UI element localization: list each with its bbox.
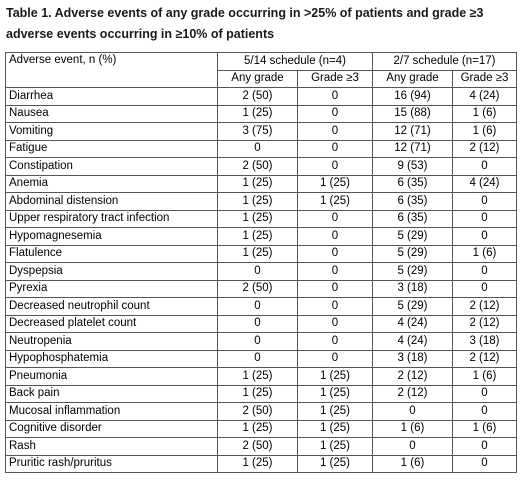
event-cell: Upper respiratory tract infection — [6, 210, 218, 228]
schedule1-grade3-cell: 0 — [298, 140, 373, 158]
event-cell: Abdominal distension — [6, 193, 218, 211]
table-row — [6, 438, 517, 456]
schedule2-any-grade-cell: 6 (35) — [373, 193, 453, 211]
header-grade-3: Grade ≥3 — [298, 70, 373, 88]
schedule2-grade3-cell: 4 (24) — [453, 175, 517, 193]
schedule1-any-grade-cell: 1 (25) — [218, 193, 298, 211]
schedule1-grade3-cell: 0 — [298, 123, 373, 141]
header-group-2-7: 2/7 schedule (n=17) — [373, 53, 517, 71]
event-cell: Rash — [6, 438, 218, 456]
table-row — [6, 298, 517, 316]
table-row — [6, 455, 517, 473]
schedule2-grade3-cell: 0 — [453, 438, 517, 456]
schedule1-any-grade-cell: 0 — [218, 333, 298, 351]
schedule2-any-grade-cell: 6 (35) — [373, 175, 453, 193]
event-cell: Cognitive disorder — [6, 420, 218, 438]
schedule1-grade3-cell: 1 (25) — [298, 193, 373, 211]
table-row — [6, 175, 517, 193]
header-any-grade: Any grade — [373, 70, 453, 88]
table-row — [6, 315, 517, 333]
event-cell: Hypomagnesemia — [6, 228, 218, 246]
event-cell: Pneumonia — [6, 368, 218, 386]
schedule1-grade3-cell: 1 (25) — [298, 438, 373, 456]
schedule2-any-grade-cell: 5 (29) — [373, 298, 453, 316]
table-row — [6, 193, 517, 211]
header-grade-3: Grade ≥3 — [453, 70, 517, 88]
table-row — [6, 280, 517, 298]
schedule2-any-grade-cell: 3 (18) — [373, 280, 453, 298]
schedule2-any-grade-cell: 0 — [373, 438, 453, 456]
schedule2-grade3-cell: 1 (6) — [453, 123, 517, 141]
schedule1-any-grade-cell: 1 (25) — [218, 228, 298, 246]
header-any-grade: Any grade — [218, 70, 298, 88]
table-row — [6, 88, 517, 106]
event-cell: Nausea — [6, 105, 218, 123]
schedule1-grade3-cell: 0 — [298, 245, 373, 263]
schedule1-any-grade-cell: 2 (50) — [218, 403, 298, 421]
caption-line-1: Table 1. Adverse events of any grade occurring in >25% of patients and grade ≥3 — [6, 6, 484, 20]
event-cell: Mucosal inflammation — [6, 403, 218, 421]
schedule1-grade3-cell: 0 — [298, 280, 373, 298]
schedule1-grade3-cell: 0 — [298, 333, 373, 351]
schedule1-any-grade-cell: 3 (75) — [218, 123, 298, 141]
table-row — [6, 350, 517, 368]
event-cell: Decreased platelet count — [6, 315, 218, 333]
table-caption — [6, 3, 516, 45]
schedule2-grade3-cell: 0 — [453, 455, 517, 473]
event-cell: Pyrexia — [6, 280, 218, 298]
schedule1-grade3-cell: 1 (25) — [298, 385, 373, 403]
schedule1-grade3-cell: 1 (25) — [298, 455, 373, 473]
table-row — [6, 245, 517, 263]
schedule1-grade3-cell: 0 — [298, 298, 373, 316]
event-cell: Pruritic rash/pruritus — [6, 455, 218, 473]
schedule2-any-grade-cell: 12 (71) — [373, 123, 453, 141]
schedule2-any-grade-cell: 16 (94) — [373, 88, 453, 106]
schedule2-any-grade-cell: 3 (18) — [373, 350, 453, 368]
schedule2-grade3-cell: 3 (18) — [453, 333, 517, 351]
event-cell: Vomiting — [6, 123, 218, 141]
schedule2-grade3-cell: 0 — [453, 403, 517, 421]
schedule1-any-grade-cell: 1 (25) — [218, 368, 298, 386]
schedule2-grade3-cell: 4 (24) — [453, 88, 517, 106]
schedule1-grade3-cell: 1 (25) — [298, 420, 373, 438]
schedule1-any-grade-cell: 1 (25) — [218, 210, 298, 228]
schedule2-any-grade-cell: 15 (88) — [373, 105, 453, 123]
schedule2-any-grade-cell: 5 (29) — [373, 245, 453, 263]
schedule2-grade3-cell: 1 (6) — [453, 368, 517, 386]
schedule1-grade3-cell: 1 (25) — [298, 175, 373, 193]
schedule2-grade3-cell: 0 — [453, 210, 517, 228]
schedule1-grade3-cell: 0 — [298, 315, 373, 333]
schedule2-any-grade-cell: 6 (35) — [373, 210, 453, 228]
schedule1-grade3-cell: 0 — [298, 350, 373, 368]
schedule2-any-grade-cell: 2 (12) — [373, 368, 453, 386]
schedule1-any-grade-cell: 1 (25) — [218, 385, 298, 403]
schedule2-grade3-cell: 1 (6) — [453, 105, 517, 123]
schedule2-any-grade-cell: 5 (29) — [373, 263, 453, 281]
table-row — [6, 158, 517, 176]
schedule1-any-grade-cell: 2 (50) — [218, 158, 298, 176]
table-row — [6, 228, 517, 246]
schedule2-any-grade-cell: 9 (53) — [373, 158, 453, 176]
event-cell: Fatigue — [6, 140, 218, 158]
schedule1-grade3-cell: 0 — [298, 210, 373, 228]
table-row — [6, 263, 517, 281]
schedule1-any-grade-cell: 0 — [218, 315, 298, 333]
event-cell: Anemia — [6, 175, 218, 193]
schedule1-any-grade-cell: 0 — [218, 350, 298, 368]
schedule1-grade3-cell: 0 — [298, 105, 373, 123]
schedule2-grade3-cell: 1 (6) — [453, 245, 517, 263]
schedule1-grade3-cell: 0 — [298, 228, 373, 246]
schedule1-any-grade-cell: 1 (25) — [218, 105, 298, 123]
schedule2-any-grade-cell: 5 (29) — [373, 228, 453, 246]
schedule2-any-grade-cell: 1 (6) — [373, 420, 453, 438]
event-cell: Constipation — [6, 158, 218, 176]
table-row — [6, 420, 517, 438]
header-adverse-event: Adverse event, n (%) — [6, 53, 218, 88]
schedule1-grade3-cell: 0 — [298, 158, 373, 176]
schedule1-any-grade-cell: 2 (50) — [218, 280, 298, 298]
schedule1-any-grade-cell: 1 (25) — [218, 455, 298, 473]
schedule2-any-grade-cell: 0 — [373, 403, 453, 421]
event-cell: Hypophosphatemia — [6, 350, 218, 368]
schedule2-grade3-cell: 0 — [453, 193, 517, 211]
table-row — [6, 123, 517, 141]
table-row — [6, 105, 517, 123]
event-cell: Neutropenia — [6, 333, 218, 351]
schedule2-grade3-cell: 0 — [453, 158, 517, 176]
schedule2-grade3-cell: 2 (12) — [453, 298, 517, 316]
table-row — [6, 333, 517, 351]
schedule2-grade3-cell: 2 (12) — [453, 140, 517, 158]
event-cell: Flatulence — [6, 245, 218, 263]
table-row — [6, 403, 517, 421]
table-row — [6, 210, 517, 228]
schedule2-grade3-cell: 1 (6) — [453, 420, 517, 438]
table-row — [6, 140, 517, 158]
schedule1-grade3-cell: 1 (25) — [298, 403, 373, 421]
table-row — [6, 368, 517, 386]
header-row-groups — [6, 53, 517, 71]
schedule1-grade3-cell: 1 (25) — [298, 368, 373, 386]
caption-line-2: adverse events occurring in ≥10% of patients — [6, 27, 275, 41]
adverse-events-table — [5, 52, 517, 473]
event-cell: Back pain — [6, 385, 218, 403]
schedule1-any-grade-cell: 1 (25) — [218, 175, 298, 193]
schedule2-grade3-cell: 2 (12) — [453, 350, 517, 368]
schedule2-any-grade-cell: 12 (71) — [373, 140, 453, 158]
event-cell: Dyspepsia — [6, 263, 218, 281]
table-row — [6, 385, 517, 403]
schedule1-any-grade-cell: 2 (50) — [218, 438, 298, 456]
schedule2-any-grade-cell: 4 (24) — [373, 315, 453, 333]
schedule2-grade3-cell: 0 — [453, 228, 517, 246]
schedule1-any-grade-cell: 0 — [218, 298, 298, 316]
schedule2-any-grade-cell: 2 (12) — [373, 385, 453, 403]
schedule2-any-grade-cell: 1 (6) — [373, 455, 453, 473]
header-group-5-14: 5/14 schedule (n=4) — [218, 53, 373, 71]
schedule1-any-grade-cell: 2 (50) — [218, 88, 298, 106]
event-cell: Diarrhea — [6, 88, 218, 106]
schedule1-grade3-cell: 0 — [298, 88, 373, 106]
schedule2-grade3-cell: 0 — [453, 385, 517, 403]
schedule2-grade3-cell: 2 (12) — [453, 315, 517, 333]
event-cell: Decreased neutrophil count — [6, 298, 218, 316]
schedule1-any-grade-cell: 1 (25) — [218, 420, 298, 438]
schedule1-grade3-cell: 0 — [298, 263, 373, 281]
schedule1-any-grade-cell: 1 (25) — [218, 245, 298, 263]
schedule1-any-grade-cell: 0 — [218, 140, 298, 158]
schedule2-grade3-cell: 0 — [453, 263, 517, 281]
schedule2-grade3-cell: 0 — [453, 280, 517, 298]
schedule2-any-grade-cell: 4 (24) — [373, 333, 453, 351]
schedule1-any-grade-cell: 0 — [218, 263, 298, 281]
